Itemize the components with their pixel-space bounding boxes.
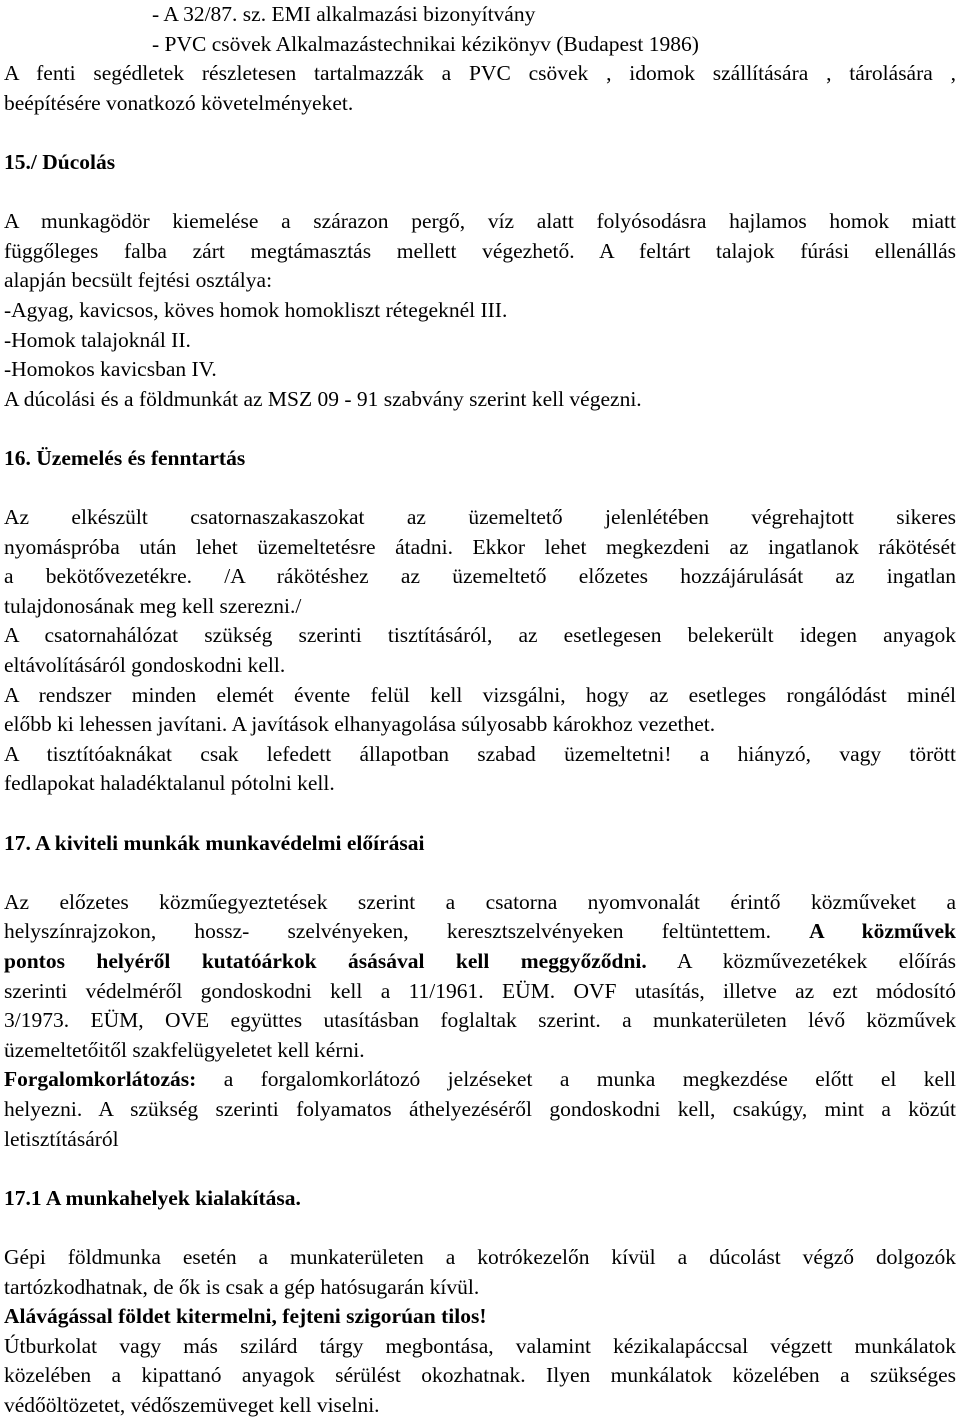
paragraph-line: eltávolításáról gondoskodni kell. — [4, 653, 286, 678]
list-item: -Homok talajoknál II. — [4, 327, 191, 352]
section-17-heading: 17. A kiviteli munkák munkavédelmi előírásai — [4, 830, 425, 855]
paragraph-line: Az elkészült csatornaszakaszokat az üzemeltető jelenlétében végrehajtott sikeres — [4, 505, 956, 530]
intro-line: - PVC csövek Alkalmazástechnikai kézikönyv (Budapest 1986) — [152, 31, 699, 56]
paragraph-line: üzemeltetőitől szakfelügyeletet kell kérni. — [4, 1037, 365, 1062]
intro-line: beépítésére vonatkozó követelményeket. — [4, 90, 354, 115]
paragraph-line: Az előzetes közműegyeztetések szerint a csatorna nyomvonalát érintő közműveket a — [4, 889, 956, 914]
paragraph-line — [4, 1065, 956, 1095]
paragraph-line: A csatornahálózat szükség szerinti tisztításáról, az esetlegesen belekerült idegen anyagok — [4, 623, 956, 648]
paragraph-line: Gépi földmunka esetén a munkaterületen a kotrókezelőn kívül a dúcolást végző dolgozók — [4, 1244, 956, 1269]
paragraph-line: Útburkolat vagy más szilárd tárgy megbontása, valamint kézikalapáccsal végzett munkálatok — [4, 1333, 956, 1358]
paragraph-line: alapján becsült fejtési osztálya: — [4, 268, 273, 293]
section-15-body — [4, 207, 956, 414]
paragraph-line: A dúcolási és a földmunkát az MSZ 09 - 91 szabvány szerint kell végezni. — [4, 386, 642, 411]
paragraph-line: tulajdonosának meg kell szerezni./ — [4, 593, 302, 618]
paragraph-line: helyezni. A szükség szerinti folyamatos áthelyezéséről gondoskodni kell, csakúgy, mint a közút — [4, 1096, 956, 1121]
paragraph-line: A munkagödör kiemelése a szárazon pergő, víz alatt folyósodásra hajlamos homok miatt — [4, 209, 956, 234]
section-15-heading: 15./ Dúcolás — [4, 149, 116, 174]
paragraph-line: A rendszer minden elemét évente felül kell vizsgálni, hogy az esetleges rongálódást minél — [4, 682, 956, 707]
intro-line: - A 32/87. sz. EMI alkalmazási bizonyítvány — [152, 2, 536, 26]
paragraph-line: a bekötővezetékre. /A rákötéshez az üzemeltető előzetes hozzájárulását az ingatlan — [4, 564, 956, 589]
paragraph-line: nyomáspróba után lehet üzemeltetésre átadni. Ekkor lehet megkezdeni az ingatlanok rákötését — [4, 534, 956, 559]
text-run: a forgalomkorlátozó jelzéseket a munka megkezdése előtt el kell — [223, 1067, 956, 1092]
paragraph-line: függőleges falba zárt megtámasztás mellett végezhető. A feltárt talajok fúrási ellenállás — [4, 238, 956, 263]
paragraph-line: védőöltözetet, védőszemüveget kell viselni. — [4, 1392, 380, 1417]
section-17-1-heading: 17.1 A munkahelyek kialakítása. — [4, 1185, 301, 1210]
document-page — [4, 0, 956, 1421]
bold-text-run: A közművek — [809, 919, 956, 944]
text-run: helyszínrajzokon, hossz- szelvényeken, keresztszelvényeken feltüntettem. — [4, 919, 771, 944]
section-16-body — [4, 503, 956, 799]
bold-text-run: pontos helyéről kutatóárkok ásásával kell meggyőződni. — [4, 949, 647, 973]
paragraph-line: A tisztítóaknákat csak lefedett állapotban szabad üzemeltetni! a hiányzó, vagy törött — [4, 741, 956, 766]
section-16-heading: 16. Üzemelés és fenntartás — [4, 445, 246, 470]
paragraph-line: letisztításáról — [4, 1126, 119, 1151]
paragraph-line: 3/1973. EÜM, OVE együttes utasításban foglaltak szerint. a munkaterületen lévő közművek — [4, 1008, 956, 1033]
list-item: -Agyag, kavicsos, köves homok homokliszt rétegeknél III. — [4, 297, 508, 322]
paragraph-line: tartózkodhatnak, de ők is csak a gép hatósugarán kívül. — [4, 1274, 480, 1299]
paragraph-line: közelében a kipattanó anyagok sérülést okozhatnak. Ilyen munkálatok közelében a szükséges — [4, 1363, 956, 1388]
text-run: A közművezetékek előírás — [677, 949, 956, 973]
list-item: -Homokos kavicsban IV. — [4, 357, 217, 382]
section-17-body — [4, 888, 956, 1154]
intro-block — [4, 0, 956, 118]
paragraph-line — [4, 917, 956, 947]
paragraph-line: fedlapokat haladéktalanul pótolni kell. — [4, 771, 335, 796]
warning-line: Alávágással földet kitermelni, fejteni szigorúan tilos! — [4, 1304, 487, 1329]
paragraph-line: szerinti védelméről gondoskodni kell a 11/1961. EÜM. OVF utasítás, illetve az ezt módosító — [4, 978, 956, 1003]
section-17-1-body — [4, 1243, 956, 1421]
paragraph-line: előbb ki lehessen javítani. A javítások elhanyagolása súlyosabb károkhoz vezethet. — [4, 712, 716, 737]
bold-text-run: Forgalomkorlátozás: — [4, 1067, 197, 1092]
paragraph-line — [4, 947, 956, 977]
intro-line: A fenti segédletek részletesen tartalmazzák a PVC csövek , idomok szállítására , tárolására , — [4, 61, 956, 86]
